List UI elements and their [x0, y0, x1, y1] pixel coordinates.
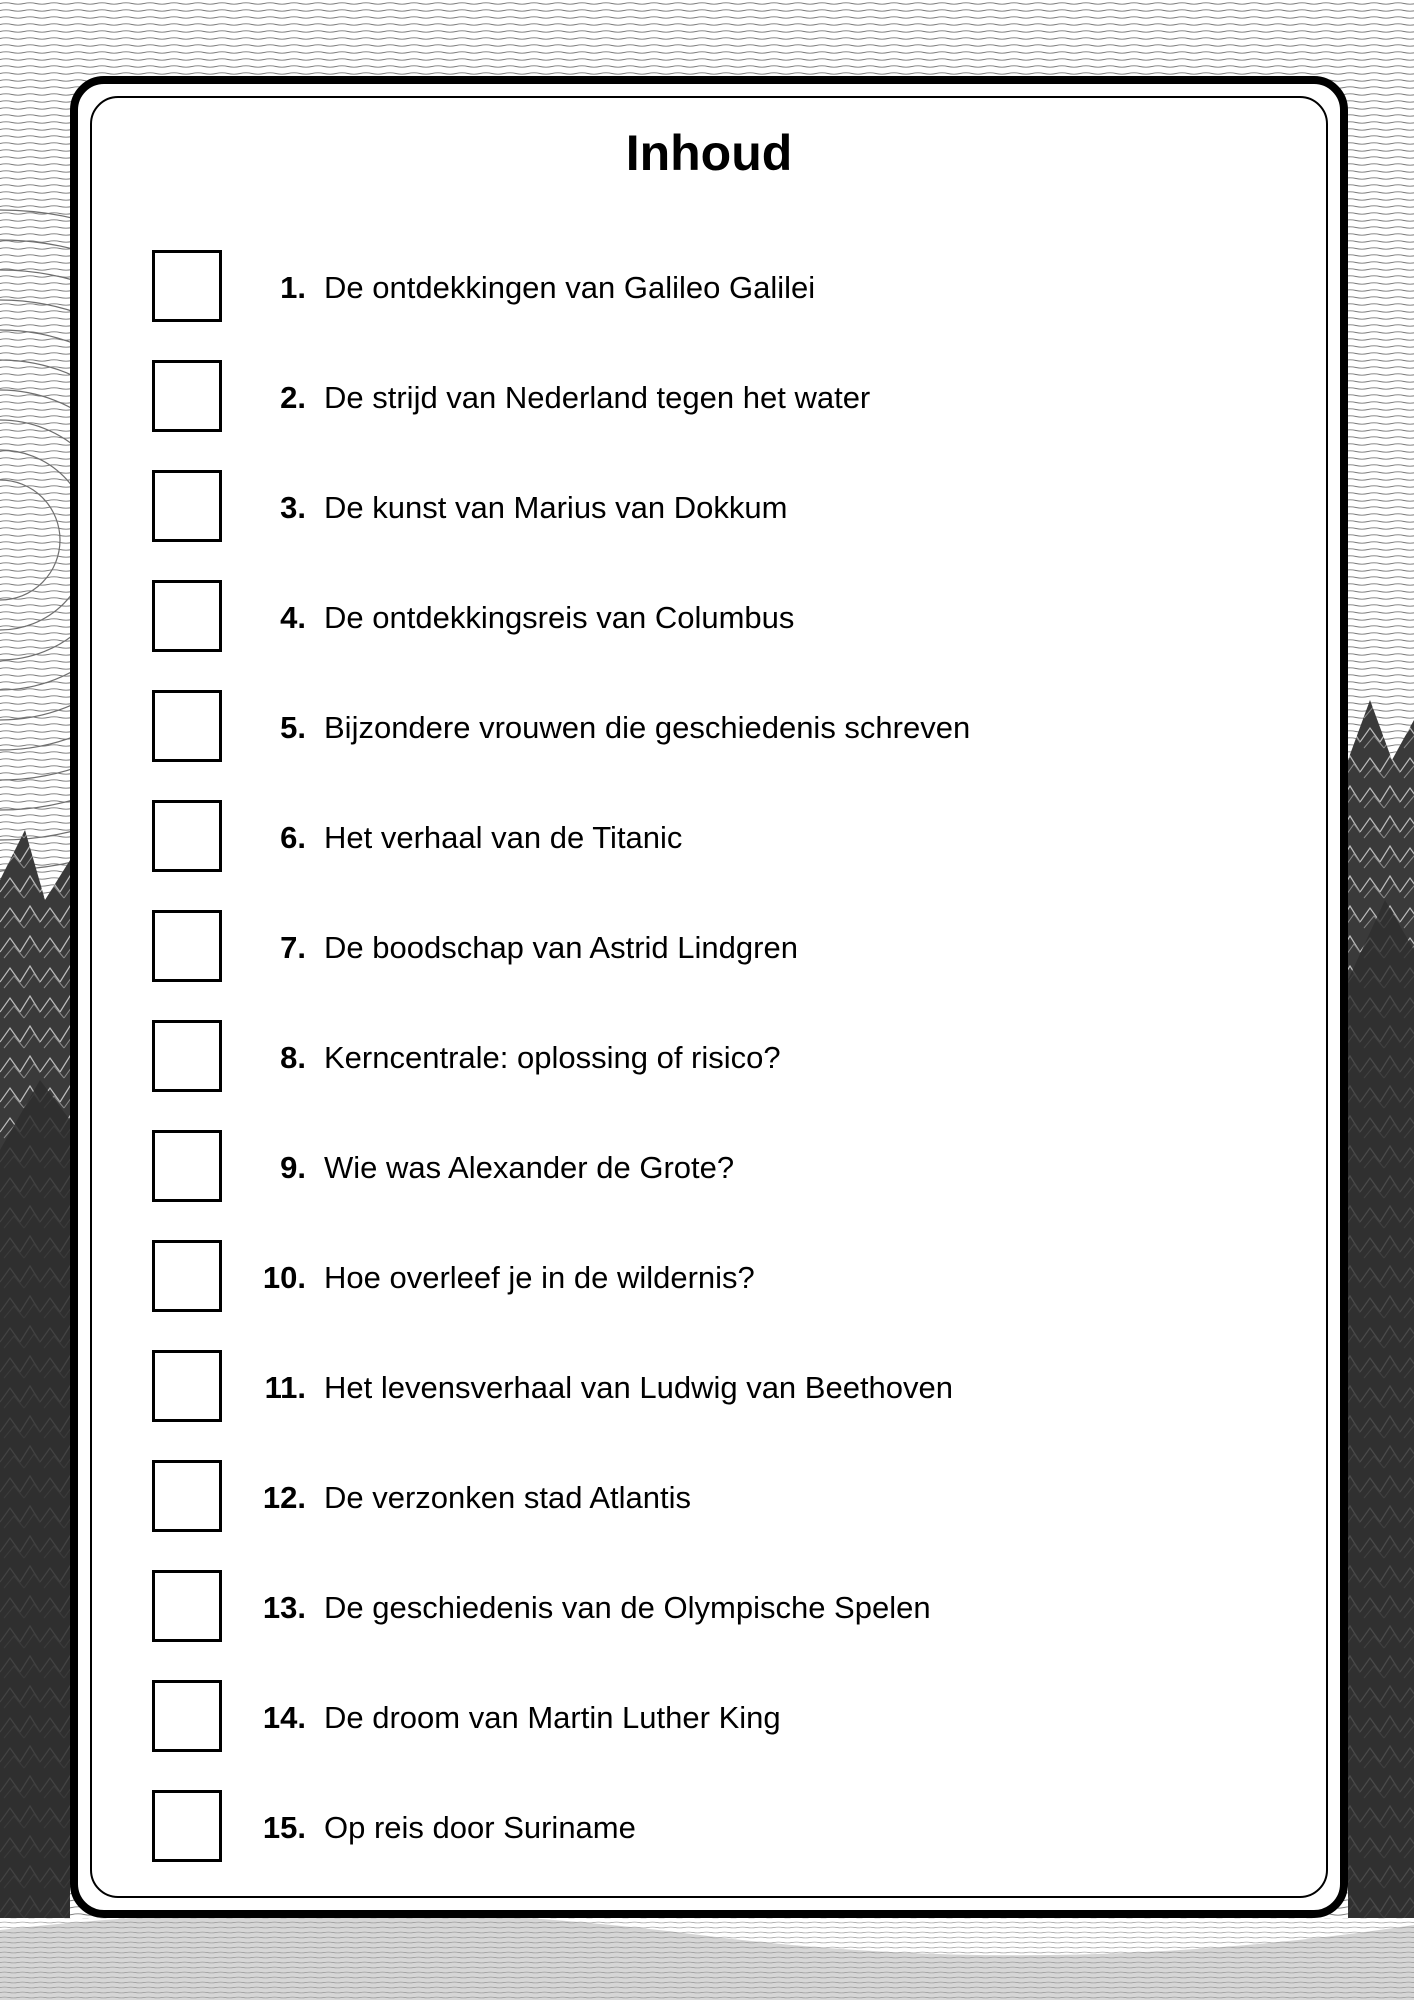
toc-item	[150, 1240, 1300, 1316]
item-label: De droom van Martin Luther King	[324, 1700, 781, 1735]
checkbox[interactable]	[152, 1350, 222, 1422]
checkbox[interactable]	[152, 1240, 222, 1312]
item-number: 8.	[280, 1040, 306, 1075]
item-label: Bijzondere vrouwen die geschiedenis schreven	[324, 710, 971, 745]
checkbox[interactable]	[152, 1570, 222, 1642]
item-number: 6.	[280, 820, 306, 855]
item-number: 3.	[280, 490, 306, 525]
item-label: De strijd van Nederland tegen het water	[324, 380, 871, 415]
checkbox[interactable]	[152, 1680, 222, 1752]
checkbox[interactable]	[152, 690, 222, 762]
item-number: 11.	[264, 1370, 306, 1405]
toc-item	[150, 360, 1300, 436]
toc-item	[150, 800, 1300, 876]
toc-item	[150, 250, 1300, 326]
checkbox[interactable]	[152, 1790, 222, 1862]
toc-item	[150, 1020, 1300, 1096]
item-label: Hoe overleef je in de wildernis?	[324, 1260, 755, 1295]
item-label: Het levensverhaal van Ludwig van Beethoven	[324, 1370, 954, 1405]
checkbox[interactable]	[152, 360, 222, 432]
toc-item	[150, 1350, 1300, 1426]
toc-item	[150, 690, 1300, 766]
toc-item	[150, 1570, 1300, 1646]
toc-item	[150, 1790, 1300, 1866]
checkbox[interactable]	[152, 800, 222, 872]
item-number: 2.	[280, 380, 306, 415]
item-label: Kerncentrale: oplossing of risico?	[324, 1040, 781, 1075]
toc-item	[150, 910, 1300, 986]
item-label: De ontdekkingen van Galileo Galilei	[324, 270, 816, 305]
item-number: 15.	[262, 1810, 306, 1845]
item-number: 14.	[262, 1700, 306, 1735]
item-number: 10.	[262, 1260, 306, 1295]
checkbox[interactable]	[152, 250, 222, 322]
item-number: 5.	[280, 710, 306, 745]
item-number: 9.	[280, 1150, 306, 1185]
toc-item	[150, 470, 1300, 546]
item-number: 7.	[280, 930, 306, 965]
item-label: De geschiedenis van de Olympische Spelen	[324, 1590, 931, 1625]
toc-item	[150, 1130, 1300, 1206]
page-title: Inhoud	[625, 125, 793, 181]
checkbox[interactable]	[152, 470, 222, 542]
toc-item	[150, 580, 1300, 656]
item-number: 13.	[262, 1590, 306, 1625]
checkbox[interactable]	[152, 910, 222, 982]
item-label: Wie was Alexander de Grote?	[324, 1150, 735, 1185]
checkbox[interactable]	[152, 1460, 222, 1532]
item-label: De boodschap van Astrid Lindgren	[324, 930, 798, 965]
checkbox[interactable]	[152, 1130, 222, 1202]
item-label: Het verhaal van de Titanic	[324, 820, 683, 855]
item-label: De ontdekkingsreis van Columbus	[324, 600, 795, 635]
item-number: 4.	[280, 600, 306, 635]
checkbox[interactable]	[152, 1020, 222, 1092]
toc-item	[150, 1680, 1300, 1756]
item-number: 12.	[262, 1480, 306, 1515]
item-label: De kunst van Marius van Dokkum	[324, 490, 788, 525]
item-label: Op reis door Suriname	[324, 1810, 636, 1845]
item-label: De verzonken stad Atlantis	[324, 1480, 692, 1515]
toc-item	[150, 1460, 1300, 1536]
item-number: 1.	[280, 270, 306, 305]
checkbox[interactable]	[152, 580, 222, 652]
